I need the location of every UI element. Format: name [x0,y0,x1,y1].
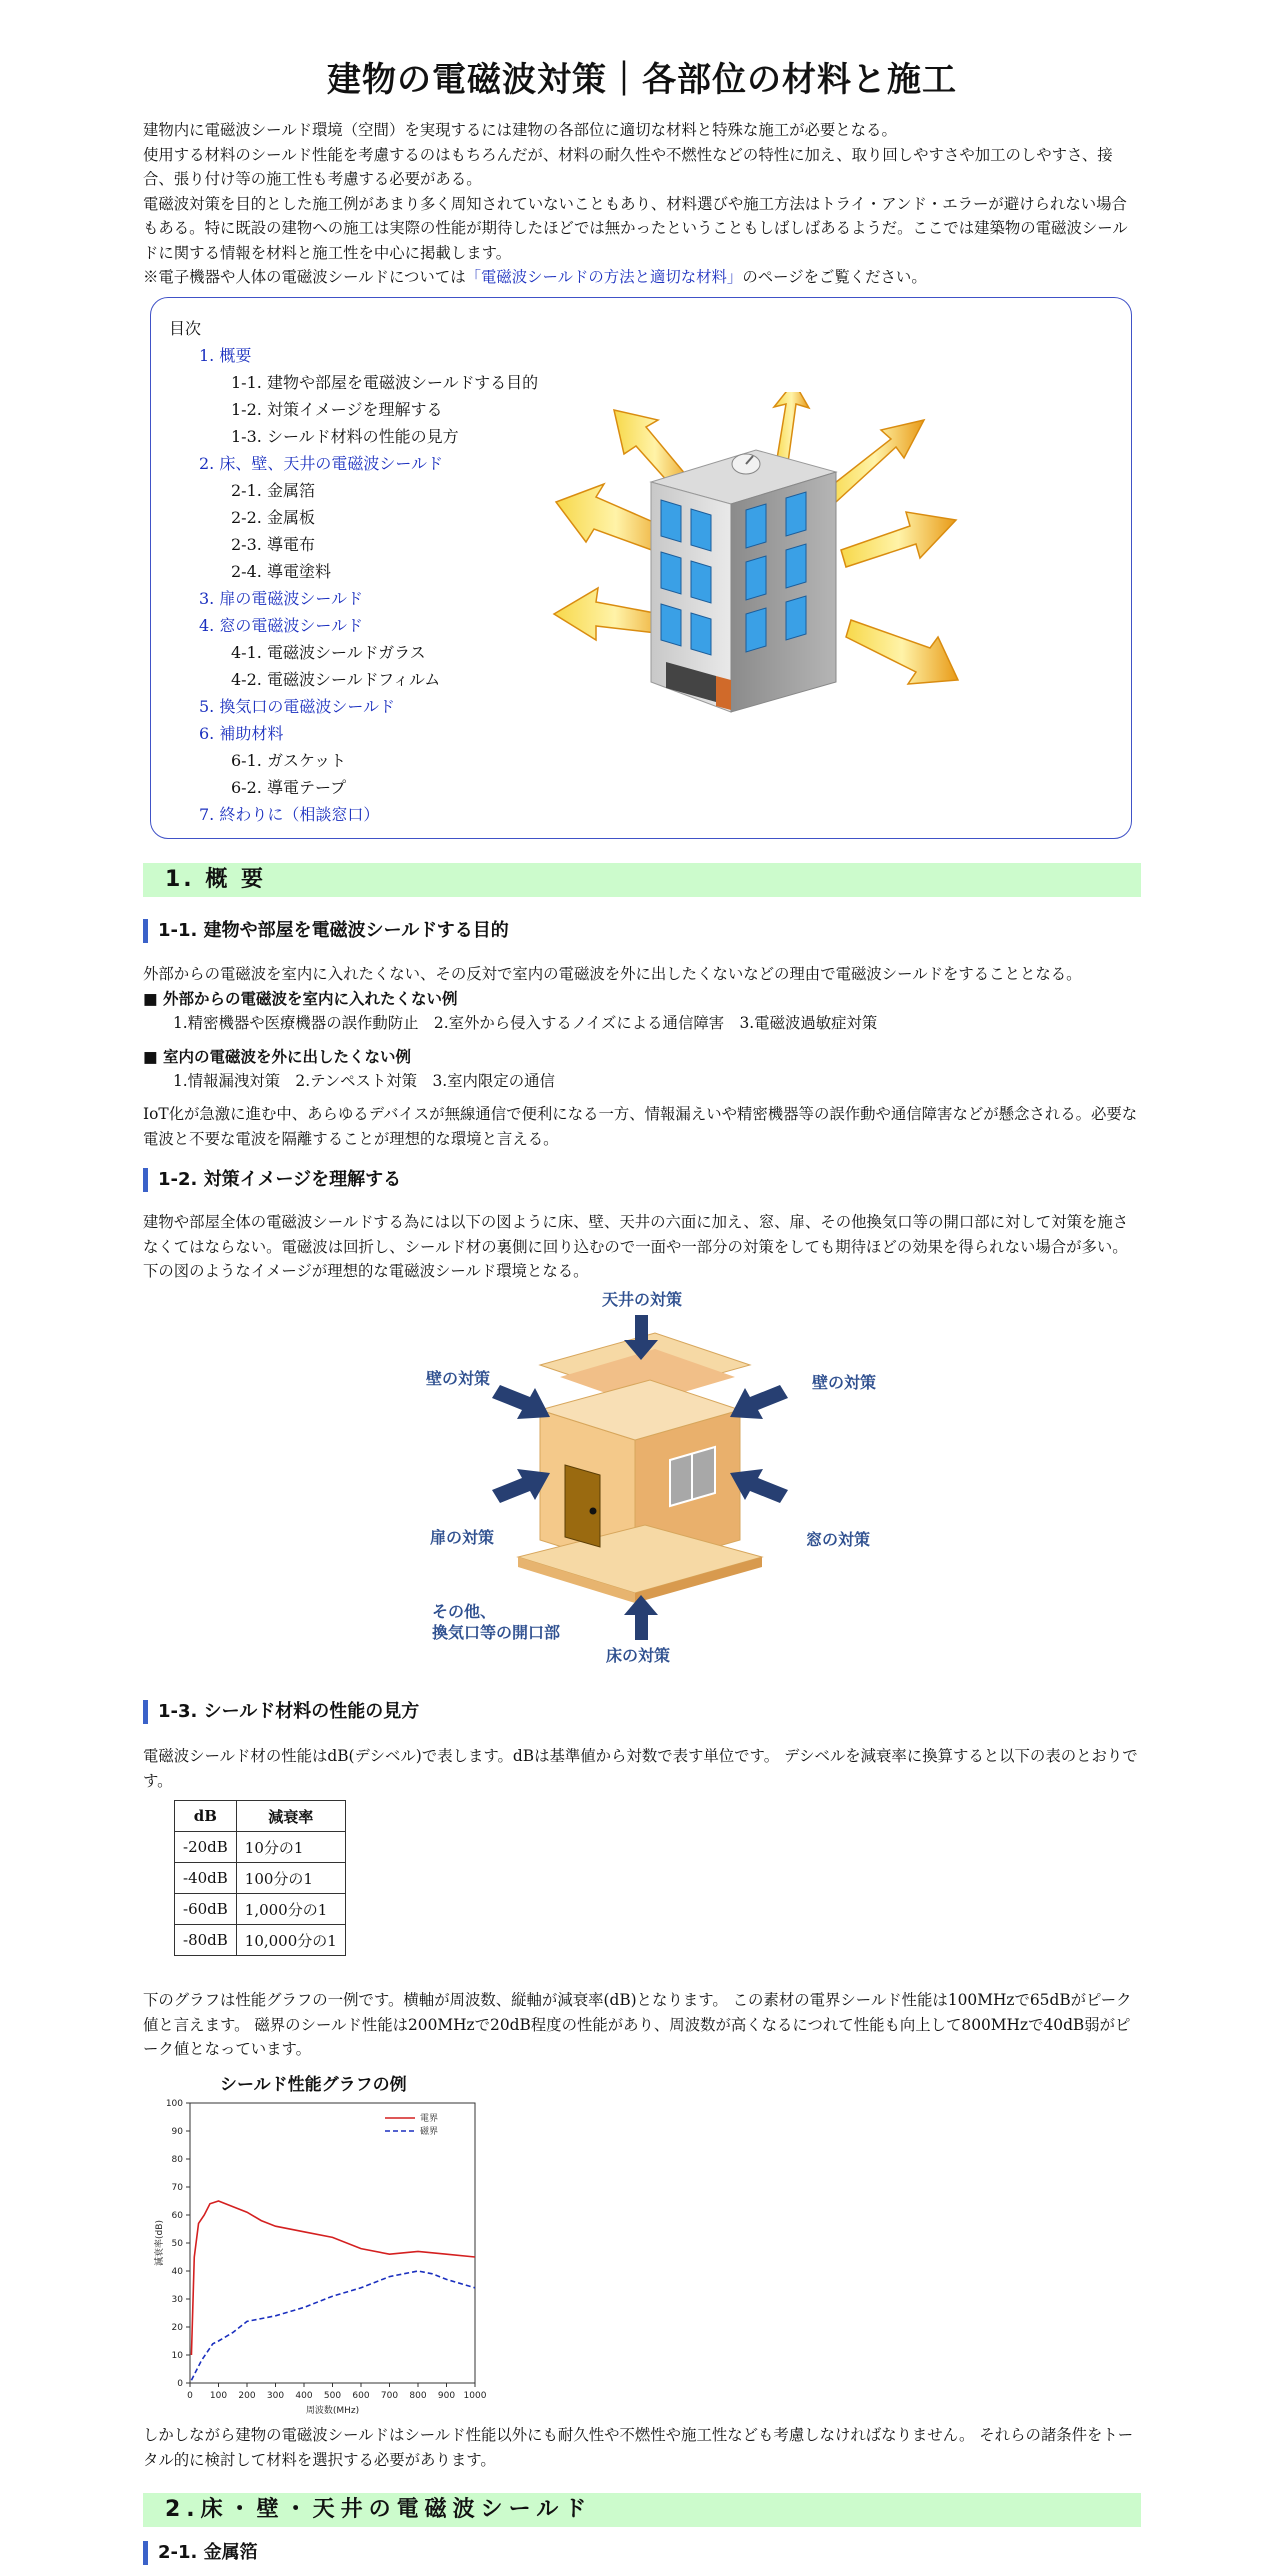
subsection-heading: 1-3. シールド材料の性能の見方 [143,1700,1141,1724]
attenuation-table [174,1800,346,1956]
toc-list [199,342,538,828]
column-header: dB [175,1801,237,1832]
right-wall-measure-label: 壁の対策 [812,1373,877,1392]
intro-note-suffix: のページをご覧ください。 [742,268,927,286]
toc-item[interactable]: 1-2. 対策イメージを理解する [231,400,443,419]
y-tick-label: 40 [171,2267,183,2277]
shield-methods-link[interactable]: 「電磁波シールドの方法と適切な材料」 [465,268,743,286]
toc-item[interactable]: 1-1. 建物や部屋を電磁波シールドする目的 [231,373,539,392]
chart-title: シールド性能グラフの例 [220,2075,407,2095]
toc-item[interactable]: 4-2. 電磁波シールドフィルム [231,670,441,689]
toc-item[interactable]: 2-3. 導電布 [231,535,315,554]
intro-paragraph [143,265,1141,290]
toc-item[interactable]: 2-4. 導電塗料 [231,562,331,581]
page-title: 建物の電磁波対策｜各部位の材料と施工 [327,60,957,100]
toc-item[interactable]: 6-1. ガスケット [231,751,347,770]
subsection-heading: 2-1. 金属箔 [143,2541,1141,2565]
table-cell: 10,000分の1 [236,1925,345,1956]
x-tick-label: 500 [323,2391,342,2401]
other-measure-label-2: 換気口等の開口部 [432,1623,561,1642]
table-cell: 1,000分の1 [236,1894,345,1925]
table-row [175,1894,346,1925]
y-tick-label: 20 [171,2323,183,2333]
table-cell: -20dB [175,1832,237,1863]
bullet-items: 1.精密機器や医療機器の誤作動防止 2.室外から侵入するノイズによる通信障害 3.電磁波過敏症対策 [173,1014,878,1032]
y-tick-label: 70 [171,2183,183,2193]
table-cell: 10分の1 [236,1832,345,1863]
paragraph: 外部からの電磁波を室内に入れたくない、その反対で室内の電磁波を外に出したくないなどの理由で電磁波シールドをすることとなる。 [143,965,1082,983]
x-tick-label: 0 [187,2391,193,2401]
x-tick-label: 1000 [463,2391,487,2401]
floor-measure-label: 床の対策 [605,1646,671,1665]
bullet-heading: ■ 外部からの電磁波を室内に入れたくない例 [143,990,458,1008]
toc-item[interactable]: 6. 補助材料 [199,724,284,743]
table-cell: -80dB [175,1925,237,1956]
toc-item[interactable]: 4. 窓の電磁波シールド [199,616,364,635]
y-tick-label: 60 [171,2211,183,2221]
door-measure-label: 扉の対策 [430,1528,495,1547]
column-header: 減衰率 [236,1801,345,1832]
subsection-heading: 1-2. 対策イメージを理解する [143,1168,1141,1192]
paragraph: 下のグラフは性能グラフの一例です。横軸が周波数、縦軸が減衰率(dB)となります。 この素材の電界シールド性能は100MHzで65dBがピーク値と言えます。 磁界のシールド性能は200MHzで20dB程度の性能があり、周波数が高くなるにつれて性能も向上して800MHzで40dB弱がピーク値となっています。 [143,1991,1132,2058]
toc-item[interactable]: 1. 概要 [199,346,252,365]
toc-item[interactable]: 4-1. 電磁波シールドガラス [231,643,426,662]
intro-note: ※電子機器や人体の電磁波シールドについては [143,268,466,286]
x-tick-label: 700 [380,2391,399,2401]
table-cell: 100分の1 [236,1863,345,1894]
toc-item[interactable]: 2-2. 金属板 [231,508,315,527]
bullet-items: 1.情報漏洩対策 2.テンペスト対策 3.室内限定の通信 [173,1072,555,1090]
toc-item[interactable]: 2-1. 金属箔 [231,481,315,500]
building-icon [651,450,836,712]
table-cell: -60dB [175,1894,237,1925]
toc-item[interactable]: 3. 扉の電磁波シールド [199,589,364,608]
paragraph: IoT化が急激に進む中、あらゆるデバイスが無線通信で便利になる一方、情報漏えいや精密機器等の誤作動や通信障害などが懸念される。必要な電波と不要な電波を隔離することが理想的な環境と言える。 [143,1105,1138,1148]
y-tick-label: 30 [171,2295,183,2305]
left-wall-measure-label: 壁の対策 [426,1369,491,1388]
intro-paragraph: 電磁波対策を目的とした施工例があまり多く周知されていないこともあり、材料選びや施工方法はトライ・アンド・エラーが避けられない場合もある。特に既設の建物への施工は実際の性能が期待したほどでは無かったということもしばしばあるようだ。ここでは建築物の電磁波シールドに関する情報を材料と施工性を中心に掲載します。 [143,194,1128,262]
y-tick-label: 100 [165,2099,183,2109]
table-cell: -40dB [175,1863,237,1894]
y-axis-label: 減衰率(dB) [155,2220,165,2266]
toc-item[interactable]: 2. 床、壁、天井の電磁波シールド [199,454,444,473]
ceiling-measure-label: 天井の対策 [601,1290,683,1309]
room-box-illustration [518,1333,762,1603]
y-tick-label: 0 [177,2379,183,2389]
y-tick-label: 10 [171,2351,183,2361]
toc-item[interactable]: 1-3. シールド材料の性能の見方 [231,427,459,446]
bullet-heading: ■ 室内の電磁波を外に出したくない例 [143,1048,412,1066]
x-tick-label: 100 [209,2391,228,2401]
paragraph: 建物や部屋全体の電磁波シールドする為には以下の図ように床、壁、天井の六面に加え、窓、扉、その他換気口等の開口部に対して対策を施さなくてはならない。電磁波は回折し、シールド材の裏側に回り込むので一面や一部分の対策をしても期待ほどの効果を得られない場合が多い。下の図のようなイメージが理想的な電磁波シールド環境となる。 [143,1213,1129,1280]
x-tick-label: 800 [409,2391,427,2401]
intro-paragraph: 建物内に電磁波シールド環境（空間）を実現するには建物の各部位に適切な材料と特殊な施工が必要となる。 [143,121,897,139]
shield-measures-diagram [410,1285,890,1665]
toc-item[interactable]: 5. 換気口の電磁波シールド [199,697,396,716]
shield-performance-chart [150,2095,490,2425]
intro-paragraph: 使用する材料のシールド性能を考慮するのはもちろんだが、材料の耐久性や不燃性などの特性に加え、取り回しやすさや加工のしやすさ、接合、張り付け等の施工性も考慮する必要がある。 [143,145,1113,188]
section-heading: 2.床・壁・天井の電磁波シールド [143,2493,1141,2527]
table-of-contents [150,297,1132,839]
table-row [175,1863,346,1894]
window-measure-label: 窓の対策 [806,1530,871,1549]
table-header-row [175,1801,346,1832]
intro [143,118,1141,290]
x-tick-label: 900 [437,2391,456,2401]
other-measure-label: その他、 [432,1602,497,1621]
toc-item[interactable]: 6-2. 導電テープ [231,778,347,797]
y-tick-label: 90 [171,2127,183,2137]
legend-label: 磁界 [420,2127,439,2137]
toc-title: 目次 [169,319,202,338]
building-radiation-illustration [546,392,966,762]
legend-label: 電界 [420,2114,439,2124]
paragraph: しかしながら建物の電磁波シールドはシールド性能以外にも耐久性や不燃性や施工性なども考慮しなければなりません。 それらの諸条件をトータル的に検討して材料を選択する必要があります。 [143,2426,1134,2469]
x-tick-label: 600 [352,2391,370,2401]
y-tick-label: 50 [171,2239,183,2249]
x-tick-label: 400 [295,2391,313,2401]
y-tick-label: 80 [171,2155,183,2165]
paragraph: 電磁波シールド材の性能はdB(デシベル)で表します。dBは基準値から対数で表す単位です。 デシベルを減衰率に換算すると以下の表のとおりです。 [143,1747,1138,1790]
toc-item[interactable]: 7. 終わりに（相談窓口） [199,805,380,824]
section-heading: 1. 概 要 [143,863,1141,897]
x-tick-label: 200 [238,2391,256,2401]
x-axis-label: 周波数(MHz) [305,2406,360,2416]
table-row [175,1925,346,1956]
x-tick-label: 300 [266,2391,285,2401]
subsection-heading: 1-1. 建物や部屋を電磁波シールドする目的 [143,919,1141,943]
table-row [175,1832,346,1863]
plot-frame [190,2103,475,2383]
